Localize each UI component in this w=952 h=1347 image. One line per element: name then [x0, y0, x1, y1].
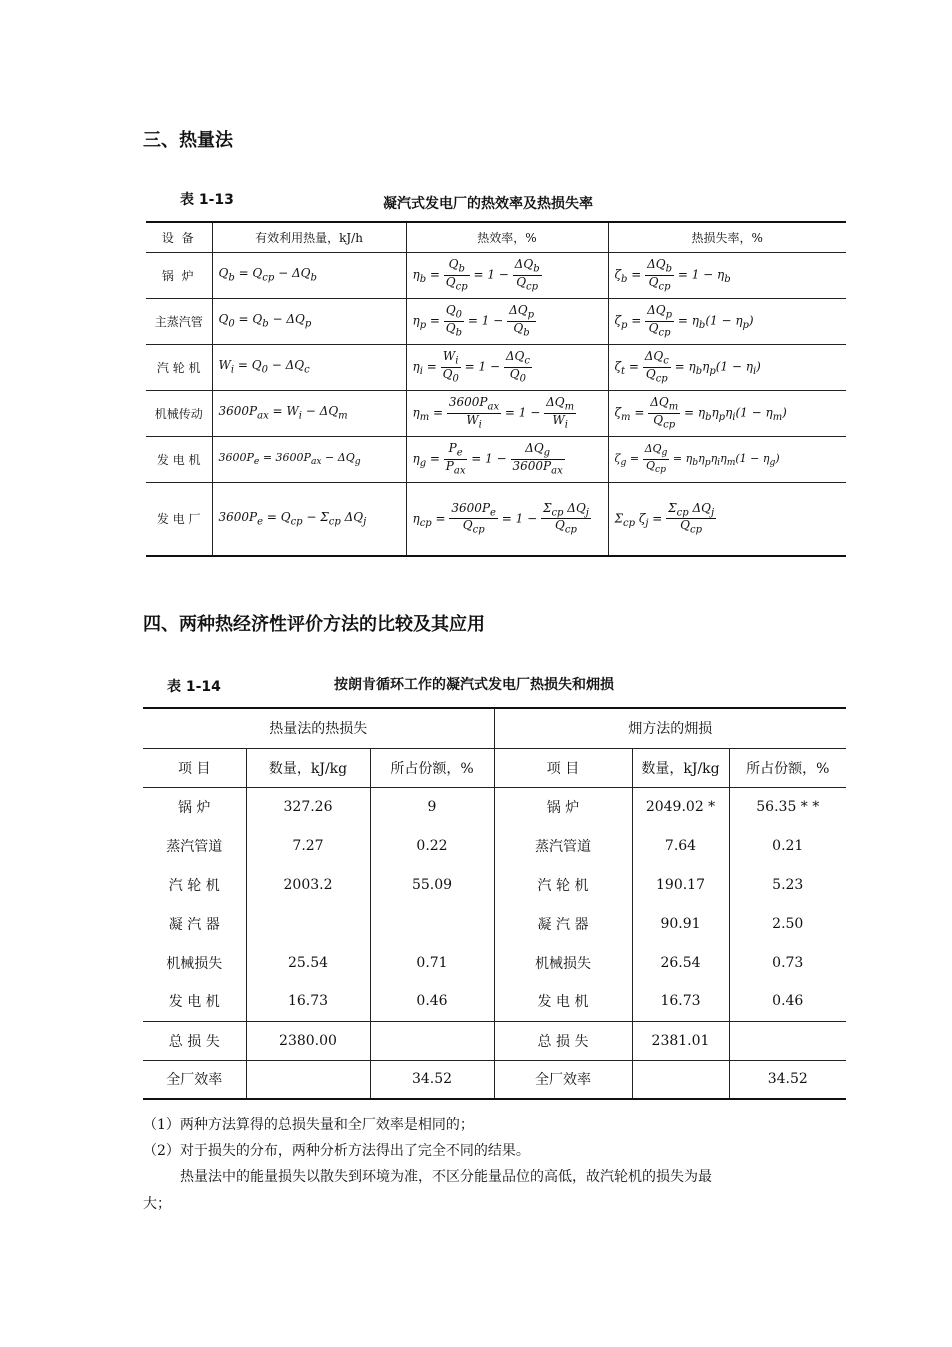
- table-row: [143, 982, 846, 1021]
- row-device: 发 电 厂: [146, 482, 212, 556]
- right-amount: [632, 1060, 729, 1099]
- formula-loss: $\zeta_m$ = $\frac{\Delta Q_m}{Q_{cp}}$ = $\eta_b\eta_p\eta_i(1 - \eta_m)$: [614, 395, 787, 430]
- table-row: [146, 344, 846, 390]
- note-3-line-1: 热量法中的能量损失以散失到环境为准，不区分能量品位的高低，故汽轮机的损失为最: [180, 1169, 712, 1185]
- group-exergy-method: 㶲方法的㶲损: [494, 708, 846, 748]
- formula-loss: $\Sigma_{cp}$ $\zeta_j$ = $\frac{\Sigma_{cp} \Delta Q_j}{Q_{cp}}$: [614, 500, 715, 536]
- formula-heat: $3600P_{ax} = W_i - \Delta Q_m$: [212, 390, 406, 436]
- left-amount: 327.26: [246, 787, 370, 826]
- left-item: 发 电 机: [143, 982, 246, 1021]
- left-item: 凝 汽 器: [143, 904, 246, 943]
- table-14-group-header: [143, 708, 846, 748]
- formula-loss: $\zeta_b$ = $\frac{\Delta Q_b}{Q_{cp}}$ = $1 - \eta_b$: [614, 257, 731, 292]
- left-amount: 2003.2: [246, 865, 370, 904]
- right-share: [729, 1021, 846, 1060]
- left-item: 机械损失: [143, 943, 246, 982]
- left-amount: 16.73: [246, 982, 370, 1021]
- table-13-header-eff: 热效率，%: [406, 222, 608, 252]
- left-item: 全厂效率: [143, 1060, 246, 1099]
- left-share: 0.22: [370, 826, 494, 865]
- left-share: 55.09: [370, 865, 494, 904]
- left-item: 锅 炉: [143, 787, 246, 826]
- table-13-header-loss: 热损失率，%: [691, 230, 763, 245]
- left-amount: 25.54: [246, 943, 370, 982]
- left-share: [370, 904, 494, 943]
- section-heading-3: 三、热量法: [143, 130, 233, 151]
- table-row: [143, 943, 846, 982]
- left-share: 0.71: [370, 943, 494, 982]
- left-amount: [246, 904, 370, 943]
- row-device: 锅 炉: [146, 252, 212, 298]
- right-share: 0.73: [772, 954, 804, 971]
- table-row: [143, 865, 846, 904]
- formula-heat: $W_i = Q_0 - \Delta Q_c$: [212, 344, 406, 390]
- formula-heat: $3600P_e = Q_{cp} - \Sigma_{cp}$ $\Delta Q_j$: [212, 482, 406, 556]
- table-row: [143, 826, 846, 865]
- right-share: 34.52: [729, 1060, 846, 1099]
- right-amount: 190.17: [632, 865, 729, 904]
- right-amount: 16.73: [632, 982, 729, 1021]
- table-13-header-device: 设 备: [146, 222, 212, 252]
- right-item: 凝 汽 器: [494, 904, 632, 943]
- row-device: 机械传动: [146, 390, 212, 436]
- table-13-title: 凝汽式发电厂的热效率及热损失率: [383, 196, 593, 212]
- table-row: [146, 252, 846, 298]
- formula-loss: $\zeta_g$ = $\frac{\Delta Q_g}{Q_{cp}}$ = $\eta_b\eta_p\eta_i\eta_m(1 - \eta_g)$: [614, 442, 780, 475]
- formula-eff: $\eta_b$ = $\frac{Q_b}{Q_{cp}}$ = 1 − $\frac{\Delta Q_b}{Q_{cp}}$: [406, 252, 608, 298]
- right-item: 锅 炉: [494, 787, 632, 826]
- table-14: [143, 707, 846, 1100]
- right-share: 56.35 * *: [756, 798, 820, 815]
- table-row: [146, 298, 846, 344]
- table-13: [146, 221, 846, 557]
- table-14-label: 表 1-14: [167, 679, 221, 695]
- formula-eff: $\eta_{cp}$ = $\frac{3600P_e}{Q_{cp}}$ = 1 − $\frac{\Sigma_{cp} \Delta Q_j}{Q_{cp}}$: [406, 482, 608, 556]
- right-share: 0.21: [772, 837, 804, 854]
- formula-heat: $Q_b = Q_{cp} - \Delta Q_b$: [212, 252, 406, 298]
- right-amount: 26.54: [632, 943, 729, 982]
- table-13-header: [146, 222, 846, 252]
- note-3-line-2: 大；: [143, 1196, 171, 1212]
- group-heat-method: 热量法的热损失: [143, 708, 494, 748]
- right-item: 蒸汽管道: [494, 826, 632, 865]
- right-item: 发 电 机: [494, 982, 632, 1021]
- col-amount: 数量，kJ/kg: [246, 748, 370, 787]
- section-heading-4: 四、两种热经济性评价方法的比较及其应用: [143, 614, 485, 635]
- table-14-col-header: [143, 748, 846, 787]
- formula-eff: $\eta_m$ = $\frac{3600P_{ax}}{W_i}$ = 1 − $\frac{\Delta Q_m}{W_i}$: [406, 390, 608, 436]
- right-item: 全厂效率: [494, 1060, 632, 1099]
- right-amount: 7.64: [632, 826, 729, 865]
- note-2: （2）对于损失的分布，两种分析方法得出了完全不同的结果。: [143, 1143, 530, 1159]
- table-13-header-heat: 有效利用热量，kJ/h: [212, 222, 406, 252]
- row-device: 汽 轮 机: [146, 344, 212, 390]
- formula-heat: $Q_0 = Q_b - \Delta Q_p$: [212, 298, 406, 344]
- right-amount: 90.91: [632, 904, 729, 943]
- left-share: 34.52: [370, 1060, 494, 1099]
- note-1: （1）两种方法算得的总损失量和全厂效率是相同的；: [143, 1117, 474, 1133]
- col-item: 项 目: [143, 748, 246, 787]
- left-item: 汽 轮 机: [143, 865, 246, 904]
- left-share: [370, 1021, 494, 1060]
- right-item: 总 损 失: [494, 1021, 632, 1060]
- formula-loss: $\zeta_p$ = $\frac{\Delta Q_p}{Q_{cp}}$ = $\eta_b(1 - \eta_p)$: [614, 303, 754, 338]
- right-amount: 2381.01: [632, 1021, 729, 1060]
- col-share: 所占份额，%: [370, 748, 494, 787]
- right-share: 2.50: [772, 915, 804, 932]
- row-device: 主蒸汽管: [146, 298, 212, 344]
- formula-loss: $\zeta_t$ = $\frac{\Delta Q_c}{Q_{cp}}$ = $\eta_b\eta_p(1 - \eta_i)$: [614, 349, 761, 384]
- formula-heat: $3600P_e = 3600P_{ax} - \Delta Q_g$: [212, 436, 406, 482]
- left-item: 总 损 失: [143, 1021, 246, 1060]
- left-share: 0.46: [370, 982, 494, 1021]
- table-row: [146, 436, 846, 482]
- left-amount: 2380.00: [246, 1021, 370, 1060]
- table-13-label: 表 1-13: [180, 192, 234, 208]
- col-amount: 数量，kJ/kg: [632, 748, 729, 787]
- table-14-title: 按朗肯循环工作的凝汽式发电厂热损失和㶲损: [334, 677, 614, 693]
- table-row: [143, 1021, 846, 1060]
- col-share: 所占份额，%: [729, 748, 846, 787]
- right-item: 机械损失: [494, 943, 632, 982]
- row-device: 发 电 机: [146, 436, 212, 482]
- table-row: [143, 904, 846, 943]
- right-amount: 2049.02 *: [632, 787, 729, 826]
- table-row: [146, 482, 846, 556]
- formula-eff: $\eta_p$ = $\frac{Q_0}{Q_b}$ = 1 − $\frac{\Delta Q_p}{Q_b}$: [406, 298, 608, 344]
- left-item: 蒸汽管道: [143, 826, 246, 865]
- right-share: 0.46: [729, 982, 846, 1021]
- formula-eff: $\eta_g$ = $\frac{P_e}{P_{ax}}$ = 1 − $\frac{\Delta Q_g}{3600P_{ax}}$: [406, 436, 608, 482]
- table-row: [143, 787, 846, 826]
- table-row: [143, 1060, 846, 1099]
- right-item: 汽 轮 机: [494, 865, 632, 904]
- formula-eff: $\eta_i$ = $\frac{W_i}{Q_0}$ = 1 − $\frac{\Delta Q_c}{Q_0}$: [406, 344, 608, 390]
- left-share: 9: [370, 787, 494, 826]
- col-item: 项 目: [494, 748, 632, 787]
- left-amount: [246, 1060, 370, 1099]
- right-share: 5.23: [772, 876, 804, 893]
- table-row: [146, 390, 846, 436]
- left-amount: 7.27: [246, 826, 370, 865]
